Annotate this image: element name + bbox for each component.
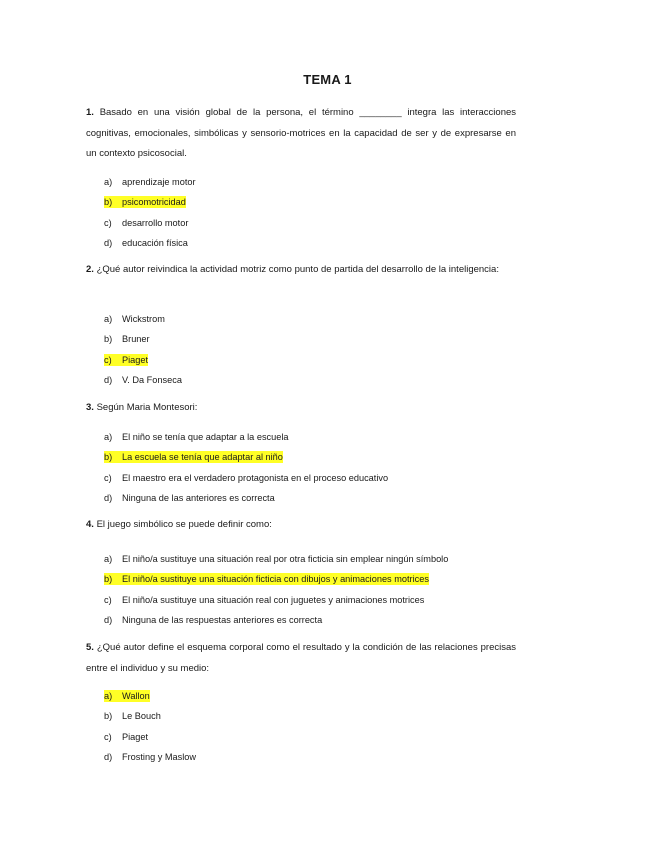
option-a [104,552,448,572]
page-title: TEMA 1 [303,72,352,87]
option-text: El niño/a sustituye una situación real con juguetes y animaciones motrices [122,594,425,605]
question-1 [86,103,516,165]
option-text: Ninguna de las respuestas anteriores es correcta [122,614,323,625]
option-text: Ninguna de las anteriores es correcta [122,492,275,503]
option-text: Wickstrom [122,314,165,324]
option-d [104,236,196,256]
option-d [104,491,388,511]
option-text: V. Da Fonseca [122,374,182,385]
question-4 [86,515,516,536]
option-letter: c) [104,217,112,228]
question-number: 4. [86,519,94,530]
question-5 [86,638,516,679]
option-d [104,750,196,770]
option-letter: c) [104,354,112,365]
question-5-options [104,689,196,770]
option-text: Bruner [122,334,150,345]
option-letter: b) [104,452,113,463]
option-text: El niño/a sustituye una situación real por otra ficticia sin emplear ningún símbolo [122,554,449,564]
question-text: ¿Qué autor define el esquema corporal como el resultado y la condición de las relaciones precisas entre el individuo y su medio: [86,642,517,674]
option-text: El maestro era el verdadero protagonista en el proceso educativo [122,472,389,483]
option-letter: d) [104,492,113,503]
option-text: Piaget [122,731,149,742]
question-text: El juego simbólico se puede definir como: [96,519,272,530]
option-letter: a) [104,314,113,324]
option-letter: a) [104,691,113,701]
option-b-highlighted [104,450,388,470]
option-letter: b) [104,197,113,208]
option-letter: b) [104,334,113,345]
question-number: 2. [86,264,94,275]
option-letter: c) [104,472,112,483]
option-c [104,593,448,613]
option-letter: c) [104,594,112,605]
option-text: educación física [122,237,188,248]
question-text: ¿Qué autor reivindica la actividad motriz como punto de partida del desarrollo de la inteligencia: [96,264,499,275]
option-a [104,430,388,450]
option-letter: a) [104,177,113,187]
option-b-highlighted [104,195,196,215]
option-text: Wallon [122,691,150,701]
option-c [104,730,196,750]
option-text: El niño/a sustituye una situación ficticia con dibujos y animaciones motrices [122,574,429,585]
option-b [104,332,182,352]
option-letter: c) [104,731,112,742]
question-3-options [104,430,388,511]
option-letter: d) [104,237,113,248]
option-letter: d) [104,614,113,625]
question-number: 5. [86,642,94,653]
question-3 [86,398,516,419]
option-letter: a) [104,432,113,442]
option-b-highlighted [104,572,448,592]
option-a [104,175,196,195]
option-text: El niño se tenía que adaptar a la escuela [122,432,289,442]
question-text: Basado en una visión global de la persona, el término ________ integra las interacciones cognitivas, emocionales, simbólicas y sensorio-motrices en la capacidad de ser y de expresarse en un contexto psicosocial. [86,107,517,159]
option-letter: b) [104,574,113,585]
question-number: 3. [86,402,94,413]
option-b [104,709,196,729]
option-d [104,613,448,633]
option-c-highlighted [104,353,182,373]
question-text: Según Maria Montesori: [96,402,198,413]
option-letter: d) [104,751,113,762]
question-4-options [104,552,448,633]
question-1-options [104,175,196,256]
option-d [104,373,182,393]
option-c [104,471,388,491]
option-letter: d) [104,374,113,385]
option-letter: b) [104,711,113,722]
option-text: Le Bouch [122,711,161,722]
question-2 [86,260,516,281]
option-text: aprendizaje motor [122,177,196,187]
question-2-options [104,312,182,393]
option-text: Piaget [122,354,149,365]
option-a-highlighted [104,689,196,709]
option-letter: a) [104,554,113,564]
option-text: Frosting y Maslow [122,751,197,762]
option-text: desarrollo motor [122,217,189,228]
option-a [104,312,182,332]
question-number: 1. [86,107,94,118]
option-text: psicomotricidad [122,197,186,208]
option-text: La escuela se tenía que adaptar al niño [122,452,283,463]
option-c [104,216,196,236]
